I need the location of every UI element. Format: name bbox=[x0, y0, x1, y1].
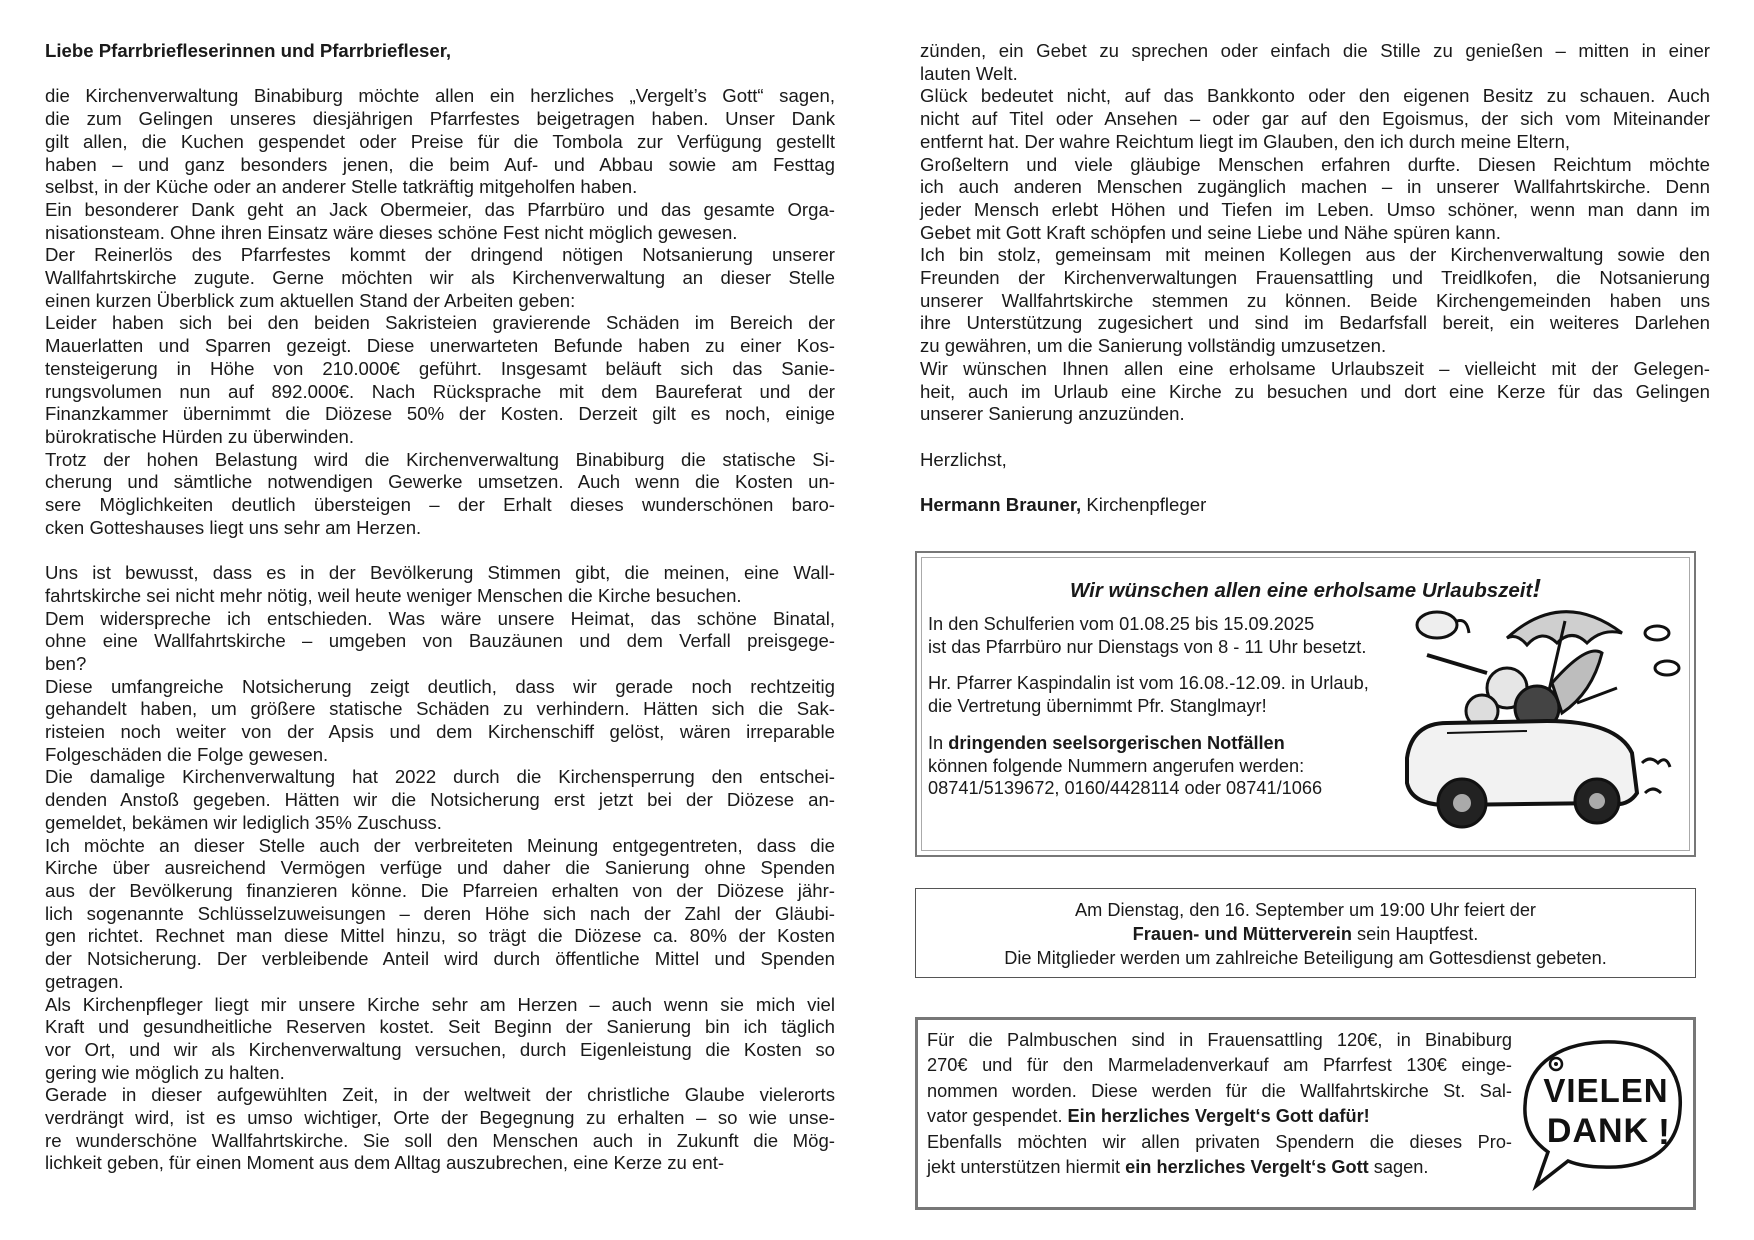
left-p2-line: aus der Bevölkerung finanzieren könne. Die Pfarreien erhalten von der Diözese jähr- bbox=[45, 879, 835, 901]
signature-role: Kirchenpfleger bbox=[1081, 494, 1207, 516]
pastor-vacation-line-1: Hr. Pfarrer Kaspindalin ist vom 16.08.-12.09. in Urlaub, bbox=[928, 673, 1369, 694]
bubble-text-line-1: VIELEN bbox=[1543, 1072, 1669, 1109]
right-p1-line: Freunden der Kirchenverwaltungen Frauensattling und Treidlkofen, die Notsanierung bbox=[920, 267, 1710, 289]
thanks-line-1: Für die Palmbuschen sind in Frauensattling 120€, in Binabiburg bbox=[927, 1030, 1512, 1050]
left-p1-line: Wallfahrtskirche zugute. Gerne möchten wir als Kirchenverwaltung an dieser Stelle bbox=[45, 267, 835, 289]
donation-thanks-text bbox=[927, 1028, 1512, 1180]
right-p1-line: lauten Welt. bbox=[920, 62, 1018, 84]
vacation-notice-exclamation: ! bbox=[1532, 573, 1541, 603]
thanks-line-3: nommen worden. Diese werden für die Wallfahrtskirche St. Sal- bbox=[927, 1080, 1512, 1101]
right-p1-line: Glück bedeutet nicht, auf das Bankkonto oder den eigenen Besitz zu schauen. Auch bbox=[920, 85, 1710, 107]
left-p2-line: gemeldet, bekämen wir lediglich 35% Zuschuss. bbox=[45, 811, 442, 833]
left-p1-line: cken Gotteshauses liegt uns sehr am Herzen. bbox=[45, 516, 422, 538]
thanks-line-4: vator gespendet. Ein herzliches Vergelt‘s Gott dafür! bbox=[927, 1106, 1370, 1127]
left-p1-line: sere Möglichkeiten deutlich übersteigen – der Erhalt dieses wunderschönen baro- bbox=[45, 494, 835, 516]
right-p1-line: unserer Wallfahrtskirche stemmen zu können. Beide Kirchengemeinden haben uns bbox=[920, 289, 1710, 311]
left-p2-line: gering wie möglich zu halten. bbox=[45, 1061, 285, 1083]
left-p2-line: Ich möchte an dieser Stelle auch der verbreiteten Meinung entgegentreten, dass die bbox=[45, 834, 835, 856]
emergency-numbers: 08741/5139672, 0160/4428114 oder 08741/1066 bbox=[928, 778, 1323, 799]
left-p1-line: gilt allen, die Kuchen gespendet oder Preise für die Tombola zur Verfügung gestellt bbox=[45, 130, 835, 152]
left-paragraph-1 bbox=[45, 85, 835, 539]
left-p2-line: re wunderschöne Wallfahrtskirche. Sie soll den Menschen auch in Zukunft die Mög- bbox=[45, 1129, 835, 1151]
left-p2-line: risteien noch weiter von der Apsis und dem Kirchenschiff gelöst, wären irreparable bbox=[45, 721, 835, 743]
signature-name: Hermann Brauner, bbox=[920, 494, 1082, 516]
bubble-exclamation: ! bbox=[1658, 1111, 1670, 1152]
left-p2-line: Die damalige Kirchenverwaltung hat 2022 durch die Kirchensperrung den entschei- bbox=[45, 766, 835, 788]
closing-line: Herzlichst, bbox=[920, 448, 1007, 470]
left-p1-line: cherung und sämtliche notwendigen Gewerke umsetzen. Auch wenn die Kosten un- bbox=[45, 471, 835, 493]
emergency-line-1: In dringenden seelsorgerischen Notfällen bbox=[928, 732, 1285, 753]
left-p2-line: Dem widerspreche ich entschieden. Was wäre unsere Heimat, das schöne Binatal, bbox=[45, 607, 835, 629]
signature bbox=[920, 494, 1710, 517]
left-p2-line: lichkeit geben, für einen Moment aus dem Alltag auszubrechen, eine Kerze zu ent- bbox=[45, 1152, 725, 1174]
left-p2-line: Als Kirchenpfleger liegt mir unsere Kirche sehr am Herzen – auch wenn sie mich viel bbox=[45, 993, 835, 1015]
left-p1-line: rungsvolumen nun auf 892.000€. Nach Rücksprache mit dem Baureferat und der bbox=[45, 380, 835, 402]
left-p1-line: haben – und ganz besonders jenen, die beim Auf- und Abbau sowie am Festtag bbox=[45, 153, 835, 175]
right-p1-line: entfernt hat. Der wahre Reichtum liegt im Glauben, den ich durch meine Eltern, bbox=[920, 130, 1571, 152]
right-p1-line: zünden, ein Gebet zu sprechen oder einfach die Stille zu genießen – mitten in einer bbox=[920, 40, 1710, 61]
left-p2-line: fahrtskirche sei nicht mehr nötig, weil heute weniger Menschen die Kirche besuchen. bbox=[45, 584, 742, 606]
right-p1-line: unserer Sanierung anzuzünden. bbox=[920, 403, 1185, 425]
left-p1-line: einen kurzen Überblick zum aktuellen Stand der Arbeiten geben: bbox=[45, 289, 576, 311]
left-p2-line: denden Anstoß gegeben. Hätten wir die Notsicherung erst jetzt bei der Diözese an- bbox=[45, 789, 835, 811]
vacation-notice-title: Wir wünschen allen eine erholsame Urlaubszeit! bbox=[1069, 573, 1541, 603]
right-p1-line: zu gewähren, um die Sanierung vollständig umzusetzen. bbox=[920, 335, 1387, 357]
left-p2-line: lich sogenannte Schlüsselzuweisungen – deren Höhe sich nach der Zahl der Gläubi- bbox=[45, 902, 835, 924]
left-p2-line: Gerade in dieser aufgewühlten Zeit, in der weltweit der christliche Glaube vielerorts bbox=[45, 1084, 835, 1106]
left-paragraph-2 bbox=[45, 562, 835, 1175]
left-p1-line: selbst, in der Küche oder an anderer Stelle tatkräftig mitgeholfen haben. bbox=[45, 176, 638, 198]
letter-greeting: Liebe Pfarrbriefleserinnen und Pfarrbriefleser, bbox=[45, 40, 452, 61]
left-p1-line: Leider haben sich bei den beiden Sakristeien gravierende Schäden im Bereich der bbox=[45, 312, 835, 334]
thanks-line-5: Ebenfalls möchten wir allen privaten Spendern die dieses Pro- bbox=[927, 1131, 1512, 1152]
vacation-car-cartoon bbox=[1387, 593, 1687, 843]
left-p1-line: Trotz der hohen Belastung wird die Kirchenverwaltung Binabiburg die statische Si- bbox=[45, 448, 835, 470]
left-p1-line: Finanzkammer übernimmt die Diözese 50% der Kosten. Derzeit gilt es noch, einige bbox=[45, 403, 835, 425]
left-p1-line: Mauerlatten und Sparren gezeigt. Diese unerwarteten Befunde haben zu einer Kos- bbox=[45, 335, 835, 357]
right-p1-line: heit, auch im Urlaub eine Kirche zu besuchen und dort eine Kerze für das Gelingen bbox=[920, 380, 1710, 402]
right-p1-line: Wir wünschen Ihnen allen eine erholsame Urlaubszeit – vielleicht mit der Gelegen- bbox=[920, 357, 1710, 379]
left-p1-line: nisationsteam. Ohne ihren Einsatz wäre dieses schöne Fest nicht möglich gewesen. bbox=[45, 221, 738, 243]
right-p1-line: jeder Mensch erlebt Höhen und Tiefen im Leben. Umso schöner, wenn man dann im bbox=[920, 198, 1710, 220]
left-p1-line: die zum Gelingen unseres diesjährigen Pfarrfestes beigetragen haben. Unser Dank bbox=[45, 108, 835, 130]
event-line-1: Am Dienstag, den 16. September um 19:00 Uhr feiert der bbox=[1075, 900, 1536, 920]
emergency-line-2: können folgende Nummern angerufen werden: bbox=[928, 755, 1305, 776]
left-p2-line: gehandelt haben, um größere statische Schäden zu verhindern. Hätten sich die Sak- bbox=[45, 698, 835, 720]
left-p2-line: ben? bbox=[45, 652, 87, 674]
right-p1-line: ihre Unterstützung zugesichert und sind im Bedarfsfall bereit, ein weiteres Darlehen bbox=[920, 312, 1710, 334]
thanks-line-2: 270€ und für den Marmeladenverkauf am Pfarrfest 130€ einge- bbox=[927, 1055, 1512, 1076]
bubble-text-line-2: DANK bbox=[1546, 1112, 1650, 1150]
left-p2-line: verdrängt wird, ist es umso wichtiger, Orte der Begegnung zu erhalten – so wie unse- bbox=[45, 1107, 835, 1129]
pastor-vacation-line-2: die Vertretung übernimmt Pfr. Stanglmayr! bbox=[928, 696, 1267, 717]
right-paragraph-1 bbox=[920, 40, 1710, 426]
left-p1-line: bürokratische Hürden zu überwinden. bbox=[45, 425, 355, 447]
right-p1-line: Ich bin stolz, gemeinsam mit meinen Kollegen aus der Kirchenverwaltung sowie den bbox=[920, 244, 1710, 266]
right-p1-line: Großeltern und viele gläubige Menschen erfahren durfte. Diesen Reichtum möchte bbox=[920, 153, 1710, 175]
vacation-notice-text bbox=[928, 613, 1369, 800]
vielen-dank-bubble bbox=[1518, 1034, 1688, 1194]
left-p1-line: Ein besonderer Dank geht an Jack Obermeier, das Pfarrbüro und das gesamte Orga- bbox=[45, 198, 835, 220]
event-line-2: Frauen- und Mütterverein sein Hauptfest. bbox=[1132, 924, 1479, 944]
left-p2-line: gen richtet. Rechnet man diese Mittel hinzu, so trägt die Diözese ca. 80% der Kosten bbox=[45, 925, 835, 947]
left-p2-line: Kirche über ausreichend Vermögen verfüge und daher die Sanierung ohne Spenden bbox=[45, 857, 835, 879]
office-hours-line-1: In den Schulferien vom 01.08.25 bis 15.09.2025 bbox=[928, 614, 1315, 634]
left-p1-line: die Kirchenverwaltung Binabiburg möchte allen ein herzliches „Vergelt’s Gott“ sagen, bbox=[45, 85, 835, 107]
left-p2-line: Folgeschäden die Folge gewesen. bbox=[45, 743, 329, 765]
event-announcement-box bbox=[915, 888, 1696, 978]
left-p2-line: Uns ist bewusst, dass es in der Bevölkerung Stimmen gibt, die meinen, eine Wall- bbox=[45, 562, 835, 584]
left-p2-line: Diese umfangreiche Notsicherung zeigt deutlich, dass wir gerade noch rechtzeitig bbox=[45, 675, 835, 697]
left-p2-line: ohne eine Wallfahrtskirche – umgeben von Bauzäunen und dem Verfall preisgege- bbox=[45, 630, 835, 652]
right-p1-line: ich auch anderen Menschen zugänglich machen – in unserer Wallfahrtskirche. Denn bbox=[920, 176, 1710, 198]
left-p2-line: vor Ort, und wir als Kirchenverwaltung versuchen, durch Eigenleistung die Kosten so bbox=[45, 1038, 835, 1060]
donation-thanks-box bbox=[915, 1017, 1696, 1210]
thanks-line-6: jekt unterstützen hiermit ein herzliches Vergelt‘s Gott sagen. bbox=[927, 1157, 1429, 1178]
left-p1-line: Der Reinerlös des Pfarrfestes kommt der dringend nötigen Notsanierung unserer bbox=[45, 244, 835, 266]
right-p1-line: nicht auf Titel oder Ansehen – oder gar auf den Egoismus, der sich vom Miteinander bbox=[920, 108, 1710, 130]
right-p1-line: Gebet mit Gott Kraft schöpfen und seine Liebe und Nähe spüren kann. bbox=[920, 221, 1501, 243]
left-column bbox=[45, 40, 835, 1175]
left-p2-line: Kraft und gesundheitliche Reserven kostet. Seit Beginn der Sanierung bin ich täglich bbox=[45, 1016, 835, 1038]
vacation-notice-box bbox=[915, 551, 1696, 857]
left-p1-line: tensteigerung in Höhe von 210.000€ geführt. Insgesamt beläuft sich das Sanie- bbox=[45, 357, 835, 379]
left-p2-line: der Notsicherung. Der verbleibende Anteil wird durch öffentliche Mittel und Spenden bbox=[45, 948, 835, 970]
right-column bbox=[920, 40, 1710, 517]
office-hours-line-2: ist das Pfarrbüro nur Dienstags von 8 - 11 Uhr besetzt. bbox=[928, 636, 1367, 657]
left-p2-line: getragen. bbox=[45, 970, 124, 992]
event-line-3: Die Mitglieder werden um zahlreiche Beteiligung am Gottesdienst gebeten. bbox=[1004, 948, 1607, 968]
